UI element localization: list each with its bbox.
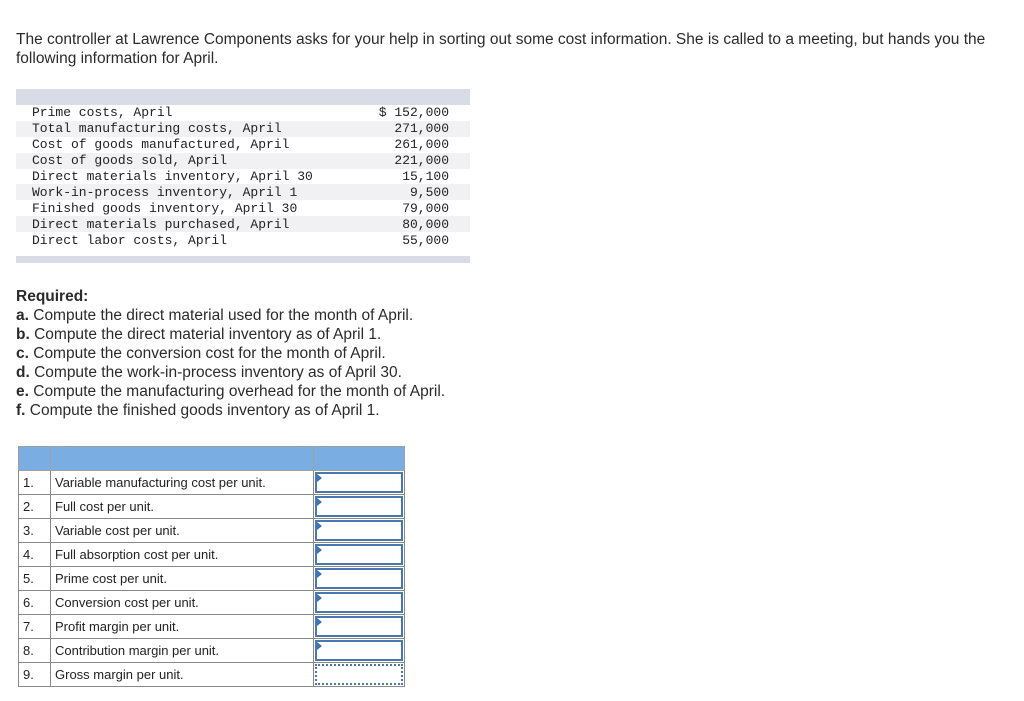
answer-cell xyxy=(314,567,405,591)
row-label: Contribution margin per unit. xyxy=(51,639,314,663)
table-row xyxy=(16,105,470,121)
row-label: Full absorption cost per unit. xyxy=(51,543,314,567)
row-label: Gross margin per unit. xyxy=(51,663,314,687)
row-number: 5. xyxy=(19,567,51,591)
row-value: 79,000 xyxy=(402,200,449,216)
row-label: Cost of goods manufactured, April xyxy=(32,137,290,153)
header-cell-label xyxy=(51,447,314,471)
answer-cell xyxy=(314,519,405,543)
answer-table xyxy=(18,446,405,687)
answer-select-7[interactable] xyxy=(317,618,401,635)
row-number: 4. xyxy=(19,543,51,567)
answer-input-9[interactable] xyxy=(317,666,401,683)
header-cell-num xyxy=(19,447,51,471)
required-item-e: e. Compute the manufacturing overhead for the month of April. xyxy=(16,383,446,400)
row-label: Conversion cost per unit. xyxy=(51,591,314,615)
answer-cell xyxy=(314,471,405,495)
table-row xyxy=(16,184,470,200)
table-row xyxy=(16,121,470,137)
dropdown-marker-icon xyxy=(317,498,322,506)
table-footer-band xyxy=(16,256,470,263)
table-row xyxy=(16,216,470,232)
answer-select-4[interactable] xyxy=(317,546,401,563)
answer-cell xyxy=(314,591,405,615)
table-row xyxy=(16,137,470,153)
row-value: 15,100 xyxy=(402,169,449,184)
answer-select-1[interactable] xyxy=(317,474,401,491)
table-row xyxy=(16,232,470,248)
row-value: 80,000 xyxy=(402,216,449,232)
row-label: Prime costs, April xyxy=(32,105,173,121)
required-item-f: f. Compute the finished goods inventory as of April 1. xyxy=(16,402,380,419)
row-label: Variable cost per unit. xyxy=(51,519,314,543)
required-section xyxy=(16,287,445,420)
row-value: 9,500 xyxy=(409,184,449,200)
header-cell-answer xyxy=(314,447,405,471)
table-row xyxy=(19,663,405,687)
answer-select-8[interactable] xyxy=(317,642,401,659)
dropdown-marker-icon xyxy=(317,642,322,650)
row-value: 261,000 xyxy=(394,137,449,153)
row-number: 9. xyxy=(19,663,51,687)
row-label: Profit margin per unit. xyxy=(51,615,314,639)
row-number: 6. xyxy=(19,591,51,615)
table-row xyxy=(19,471,405,495)
dropdown-marker-icon xyxy=(317,546,322,554)
dropdown-marker-icon xyxy=(317,522,322,530)
answer-cell xyxy=(314,663,405,687)
required-item-b: b. Compute the direct material inventory as of April 1. xyxy=(16,326,382,343)
table-row xyxy=(19,567,405,591)
row-value: 55,000 xyxy=(402,232,449,248)
row-value: 271,000 xyxy=(394,121,449,137)
row-label: Direct materials inventory, April 30 xyxy=(32,169,313,184)
table-header-band xyxy=(16,89,470,105)
row-label: Direct materials purchased, April xyxy=(32,216,290,232)
dropdown-marker-icon xyxy=(317,594,322,602)
table-row xyxy=(19,639,405,663)
row-number: 7. xyxy=(19,615,51,639)
required-item-d: d. Compute the work-in-process inventory as of April 30. xyxy=(16,364,402,381)
row-number: 3. xyxy=(19,519,51,543)
row-label: Direct labor costs, April xyxy=(32,232,228,248)
dropdown-marker-icon xyxy=(317,618,322,626)
row-label: Cost of goods sold, April xyxy=(32,153,228,169)
answer-cell xyxy=(314,639,405,663)
required-item-a: a. Compute the direct material used for the month of April. xyxy=(16,307,414,324)
answer-table-header xyxy=(19,447,405,471)
table-row xyxy=(16,153,470,169)
row-label: Variable manufacturing cost per unit. xyxy=(51,471,314,495)
row-label: Work-in-process inventory, April 1 xyxy=(32,184,298,200)
answer-select-2[interactable] xyxy=(317,498,401,515)
table-row xyxy=(19,543,405,567)
row-number: 2. xyxy=(19,495,51,519)
row-number: 8. xyxy=(19,639,51,663)
row-value: 221,000 xyxy=(394,153,449,169)
row-value: $ 152,000 xyxy=(378,105,449,121)
row-label: Full cost per unit. xyxy=(51,495,314,519)
intro-paragraph: The controller at Lawrence Components asks for your help in sorting out some cost information. She is called to a meeting, but hands you the following information for April. xyxy=(16,31,986,67)
required-item-c: c. Compute the conversion cost for the month of April. xyxy=(16,345,386,362)
table-row xyxy=(19,519,405,543)
answer-select-3[interactable] xyxy=(317,522,401,539)
answer-cell xyxy=(314,495,405,519)
table-row xyxy=(16,200,470,216)
answer-select-6[interactable] xyxy=(317,594,401,611)
dropdown-marker-icon xyxy=(317,570,322,578)
row-label: Prime cost per unit. xyxy=(51,567,314,591)
required-title: Required: xyxy=(16,288,89,305)
answer-cell xyxy=(314,543,405,567)
table-row xyxy=(19,615,405,639)
dropdown-marker-icon xyxy=(317,474,322,482)
table-row xyxy=(16,169,470,185)
table-row xyxy=(19,495,405,519)
cost-data-table xyxy=(16,89,470,263)
answer-cell xyxy=(314,615,405,639)
row-label: Finished goods inventory, April 30 xyxy=(32,200,298,216)
row-number: 1. xyxy=(19,471,51,495)
answer-select-5[interactable] xyxy=(317,570,401,587)
table-row xyxy=(19,591,405,615)
row-label: Total manufacturing costs, April xyxy=(32,121,282,137)
